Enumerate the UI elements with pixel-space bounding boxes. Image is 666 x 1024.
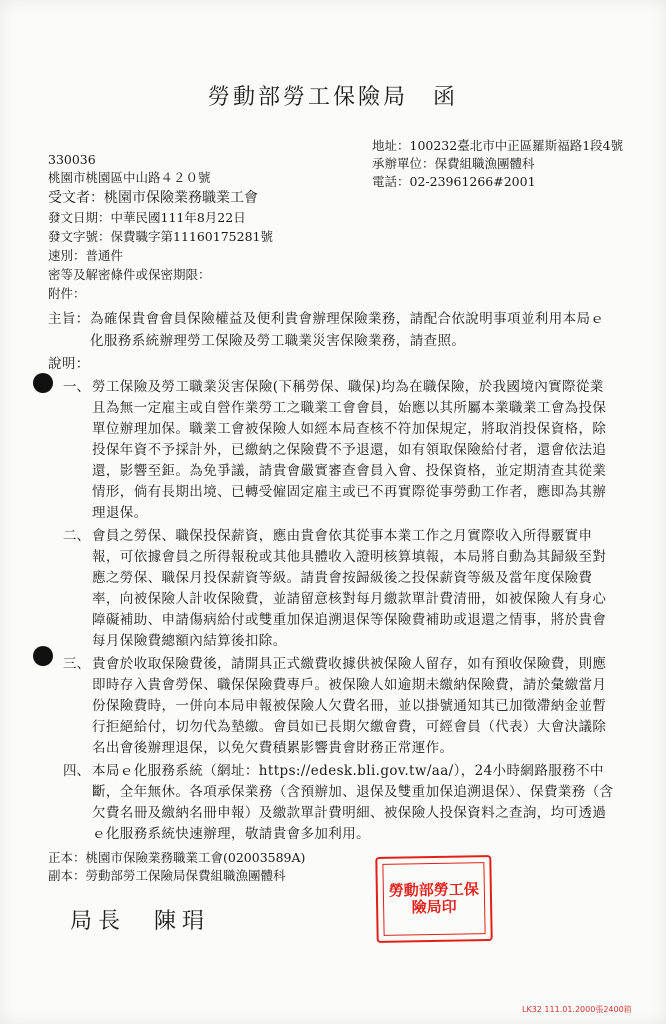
attachment-label: 附件： <box>48 286 86 301</box>
copy-recipient: 副本：勞動部勞工保險局保費組職漁團體科 <box>48 868 286 883</box>
item-number: 二、 <box>63 528 90 544</box>
original-recipient: 正本：桃園市保險業務職業工會(02003589A) <box>48 850 306 865</box>
director-signature: 局長 陳琄 <box>70 909 211 934</box>
item-line: 行拒絕給付，切勿代為墊繳。會員如已長期欠繳會費，可經會員（代表）大會決議除 <box>92 719 607 735</box>
item-line: 會員之勞保、職保投保薪資，應由貴會依其從事本業工作之月實際收入所得覈實申 <box>92 528 593 544</box>
recipient-address: 桃園市桃園區中山路４２０號 <box>48 170 211 185</box>
item-line: 勞工保險及勞工職業災害保險(下稱勞保、職保)均為在職保險，於我國境內實際從業 <box>92 379 604 395</box>
subject-line: 化服務系統辦理勞工保險及勞工職業災害保險業務，請查照。 <box>90 333 466 349</box>
handling-unit: 承辦單位：保費組職漁團體科 <box>372 156 535 171</box>
item-line: 障礙補助、申請傷病給付或雙重加保追溯退保等保險費補助或退還之情事，將於貴會 <box>92 612 607 628</box>
addressee: 受文者：桃園市保險業務職業工會 <box>48 190 258 206</box>
seal-text: 勞動部勞工保險局印 <box>382 862 485 936</box>
item-line: 貴會於收取保險費後，請開具正式繳費收據供被保險人留存，如有預收保險費，則應 <box>92 656 607 672</box>
item-line: 份保險費時，一併向本局申報被保險人欠費名冊，並以掛號通知其已加徵滯納金並暫 <box>92 698 607 714</box>
item-line: 名出會後辦理退保，以免欠費積累影響貴會財務正常運作。 <box>92 740 454 756</box>
item-number: 一、 <box>63 379 90 395</box>
item-line: 率，向被保險人計收保險費，並請留意核對每月繳款單計費清冊，如被保險人有身心 <box>92 591 607 607</box>
item-number: 三、 <box>63 656 90 672</box>
item-line: 本局ｅ化服務系統（網址：https://edesk.bli.gov.tw/aa/），24小時網路服務不中 <box>92 763 604 779</box>
issue-date: 發文日期：中華民國111年8月22日 <box>48 210 246 225</box>
postal-code: 330036 <box>48 152 96 167</box>
item-line: 即時存入貴會勞保、職保保險費專戶。被保險人如逾期未繳納保險費，請於彙繳當月 <box>92 677 607 693</box>
subject-line: 為確保貴會會員保險權益及便利貴會辦理保險業務，請配合依說明事項並利用本局ｅ <box>90 311 605 327</box>
document-number: 發文字號：保費職字第11160175281號 <box>48 229 273 244</box>
speed-category: 速別：普通件 <box>48 248 124 263</box>
item-number: 四、 <box>63 763 90 779</box>
item-line: 欠費名冊及繳納名冊申報）及繳款單計費明細、被保險人投保資料之查詢，均可透過 <box>92 805 607 821</box>
subject-label: 主旨： <box>48 311 90 327</box>
item-line: 應之勞保、職保月投保薪資等級。請貴會按歸級後之投保薪資等級及當年度保險費 <box>92 570 593 586</box>
phone-number: 電話：02-23961266#2001 <box>372 174 536 189</box>
document-title: 勞動部勞工保險局 函 <box>207 85 458 110</box>
security-level: 密等及解密條件或保密期限： <box>48 267 211 282</box>
form-code: LK32 111.01.2000張2400箱 <box>522 1005 632 1014</box>
sender-address: 地址：100232臺北市中正區羅斯福路1段4號 <box>372 138 624 153</box>
item-line: 單位辦理加保。職業工會被保險人如經本局查核不符加保規定，將取消投保資格，除 <box>92 421 607 437</box>
item-line: 報，可依據會員之所得報稅或其他具體收入證明核算填報，本局將自動為其歸級至對 <box>92 549 607 565</box>
item-line: 且為無一定雇主或自營作業勞工之職業工會會員，始應以其所屬本業職業工會為投保 <box>92 400 607 416</box>
item-line: 斷，全年無休。各項承保業務（含預辦加、退保及雙重加保追溯退保）、保費業務（含 <box>92 784 614 800</box>
item-line: 投保年資不予採計外，已繳納之保險費不予退還，如有領取保險給付者，還會依法追 <box>92 442 607 458</box>
official-seal <box>375 855 492 943</box>
item-line: 理退保。 <box>92 505 148 521</box>
item-line: ｅ化服務系統快速辦理，敬請貴會多加利用。 <box>92 826 370 842</box>
item-line: 情形，倘有長期出境、已轉受僱固定雇主或已不再實際從事勞動工作者，應即為其辦 <box>92 484 607 500</box>
item-line: 還，影響至鉅。為免爭議，請貴會嚴實審查會員入會、投保資格，並定期清查其從業 <box>92 463 607 479</box>
item-line: 每月保險費總額內結算後扣除。 <box>92 633 287 649</box>
explanation-label: 說明： <box>48 356 90 372</box>
